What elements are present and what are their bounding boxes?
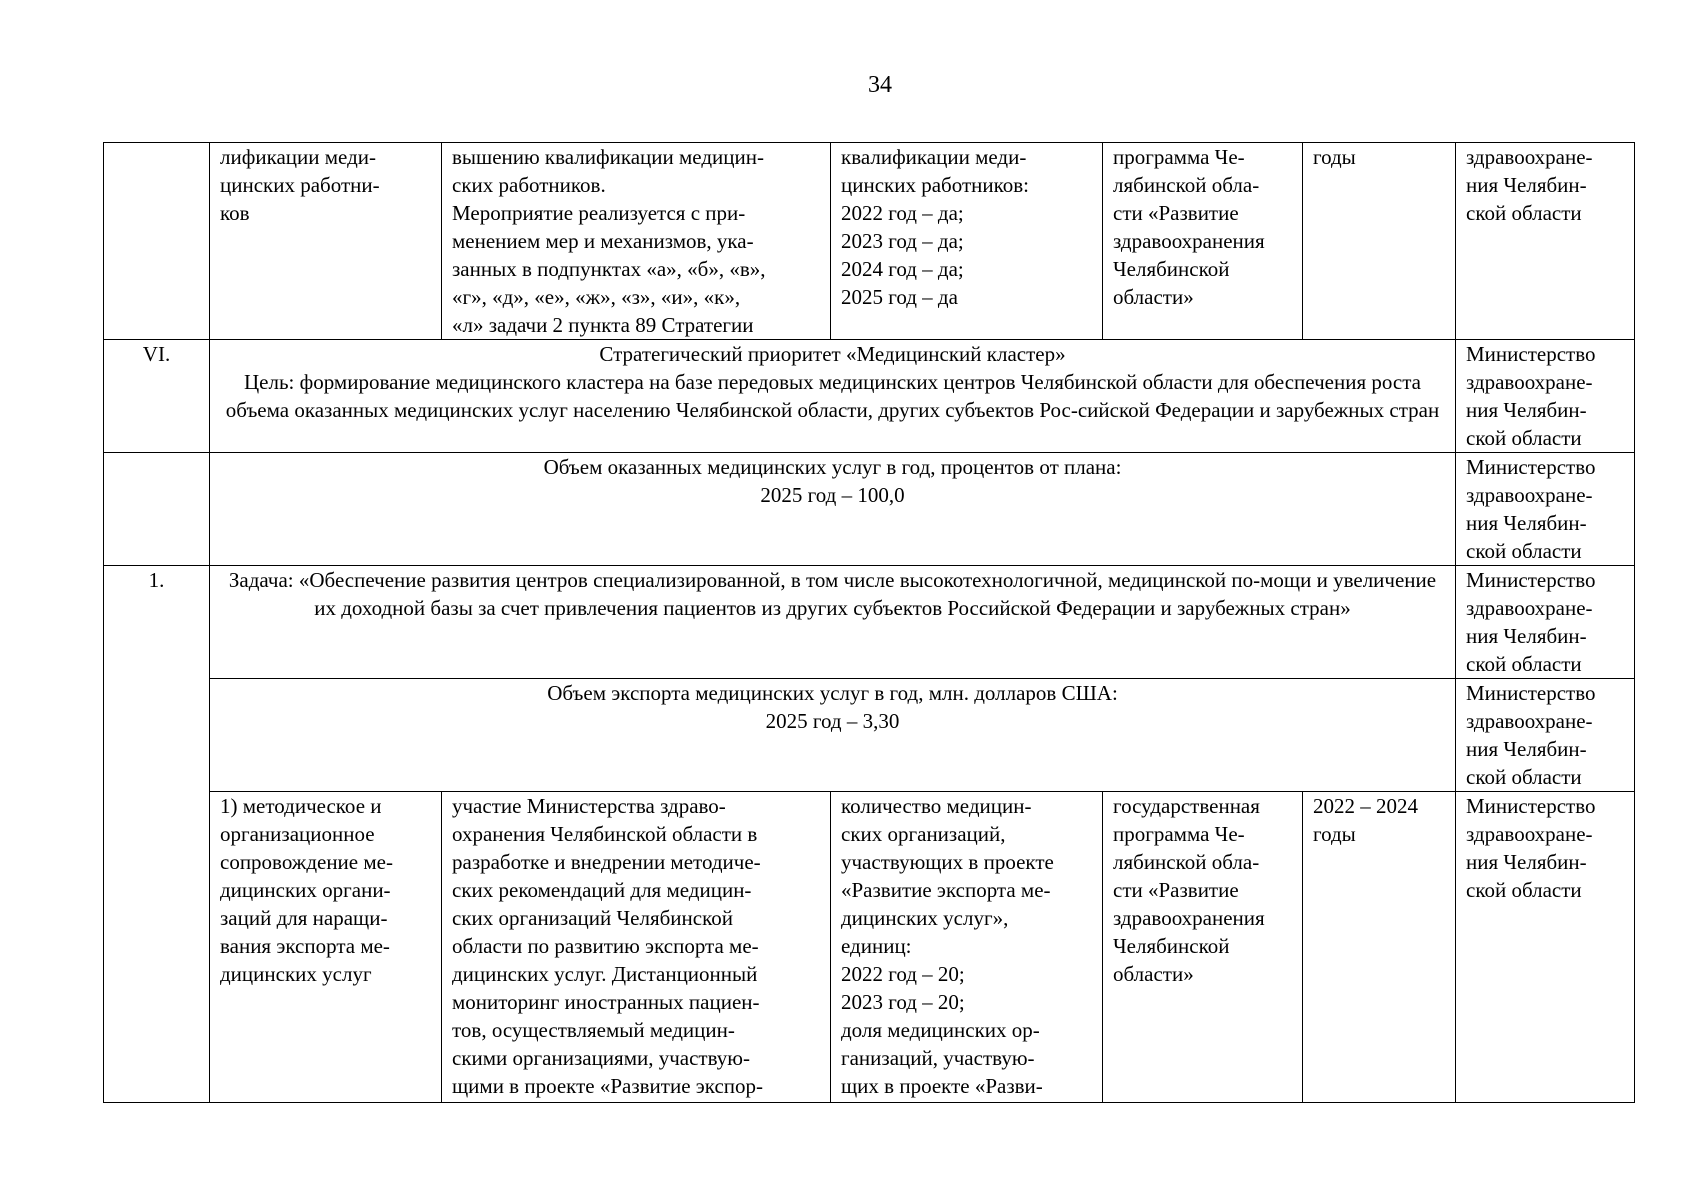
indicator-title: Объем экспорта медицинских услуг в год, млн. долларов США: (547, 681, 1118, 705)
indicator-value: 2025 год – 3,30 (765, 709, 900, 733)
cell-program: государственная программа Че- лябинской обла- сти «Развитие здравоохранения Челябинской области» (1103, 792, 1303, 1103)
strategy-table (103, 142, 1635, 1103)
table-row-task (104, 566, 1635, 679)
cell-responsible: здравоохране- ния Челябин- ской области (1456, 143, 1635, 340)
section-number: VI. (104, 340, 210, 453)
cell-description: участие Министерства здраво- охранения Челябинской области в разработке и внедрении методиче- ских рекомендаций для медицин- ских организаций Челябинской области по развитию экспорта ме- дицинских услуг. Дистанционный мониторинг иностранных пациен- тов, осуществляемый медицин- скими организациями, участвую- щими в проекте «Развитие экспор- (442, 792, 831, 1103)
table-row-priority (104, 340, 1635, 453)
cell-responsible: Министерство здравоохране- ния Челябин- ской области (1456, 792, 1635, 1103)
cell-program: программа Че- лябинской обла- сти «Развитие здравоохранения Челябинской области» (1103, 143, 1303, 340)
cell-measure: 1) методическое и организационное сопровождение ме- дицинских органи- заций для наращи- вания экспорта ме- дицинских услуг (210, 792, 442, 1103)
indicator-cell (210, 679, 1456, 792)
priority-title: Стратегический приоритет «Медицинский кластер» (599, 342, 1066, 366)
goal-text: Цель: формирование медицинского кластера на базе передовых медицинских центров Челябинской области для обеспечения роста объема оказанных медицинских услуг населению Челябинской области, других субъектов Рос-сийской Федерации и зарубежных стран (225, 370, 1440, 422)
cell-number (104, 143, 210, 340)
table-row-indicator (104, 679, 1635, 792)
table-row (104, 143, 1635, 340)
page-number: 34 (868, 72, 892, 98)
indicator-cell (210, 453, 1456, 566)
table-row-indicator (104, 453, 1635, 566)
cell-responsible: Министерство здравоохране- ния Челябин- ской области (1456, 453, 1635, 566)
indicator-value: 2025 год – 100,0 (760, 483, 905, 507)
cell-responsible: Министерство здравоохране- ния Челябин- ской области (1456, 340, 1635, 453)
cell-number (104, 453, 210, 566)
cell-period: годы (1303, 143, 1456, 340)
cell-measure: лификации меди- цинских работни- ков (210, 143, 442, 340)
cell-indicator: количество медицин- ских организаций, участвующих в проекте «Развитие экспорта ме- дицинских услуг», единиц: 2022 год – 20; 2023 год – 20; доля медицинских ор- ганизаций, участвую- щих в проекте «Разви- (831, 792, 1103, 1103)
cell-description: вышению квалификации медицин- ских работников. Мероприятие реализуется с при- менением мер и механизмов, ука- занных в подпунктах «а», «б», «в», «г», «д», «е», «ж», «з», «и», «к», «л» задачи 2 пункта 89 Стратегии (442, 143, 831, 340)
cell-responsible: Министерство здравоохране- ния Челябин- ской области (1456, 566, 1635, 679)
table-row (104, 792, 1635, 1103)
task-number: 1. (104, 566, 210, 1103)
priority-cell (210, 340, 1456, 453)
cell-period: 2022 – 2024 годы (1303, 792, 1456, 1103)
cell-indicator: квалификации меди- цинских работников: 2022 год – да; 2023 год – да; 2024 год – да; 2025 год – да (831, 143, 1103, 340)
task-cell: Задача: «Обеспечение развития центров специализированной, в том числе высокотехнологичной, медицинской по-мощи и увеличение их доходной базы за счет привлечения пациентов из других субъектов Российской Федерации и зарубежных стран» (210, 566, 1456, 679)
cell-responsible: Министерство здравоохране- ния Челябин- ской области (1456, 679, 1635, 792)
indicator-title: Объем оказанных медицинских услуг в год, процентов от плана: (543, 455, 1122, 479)
